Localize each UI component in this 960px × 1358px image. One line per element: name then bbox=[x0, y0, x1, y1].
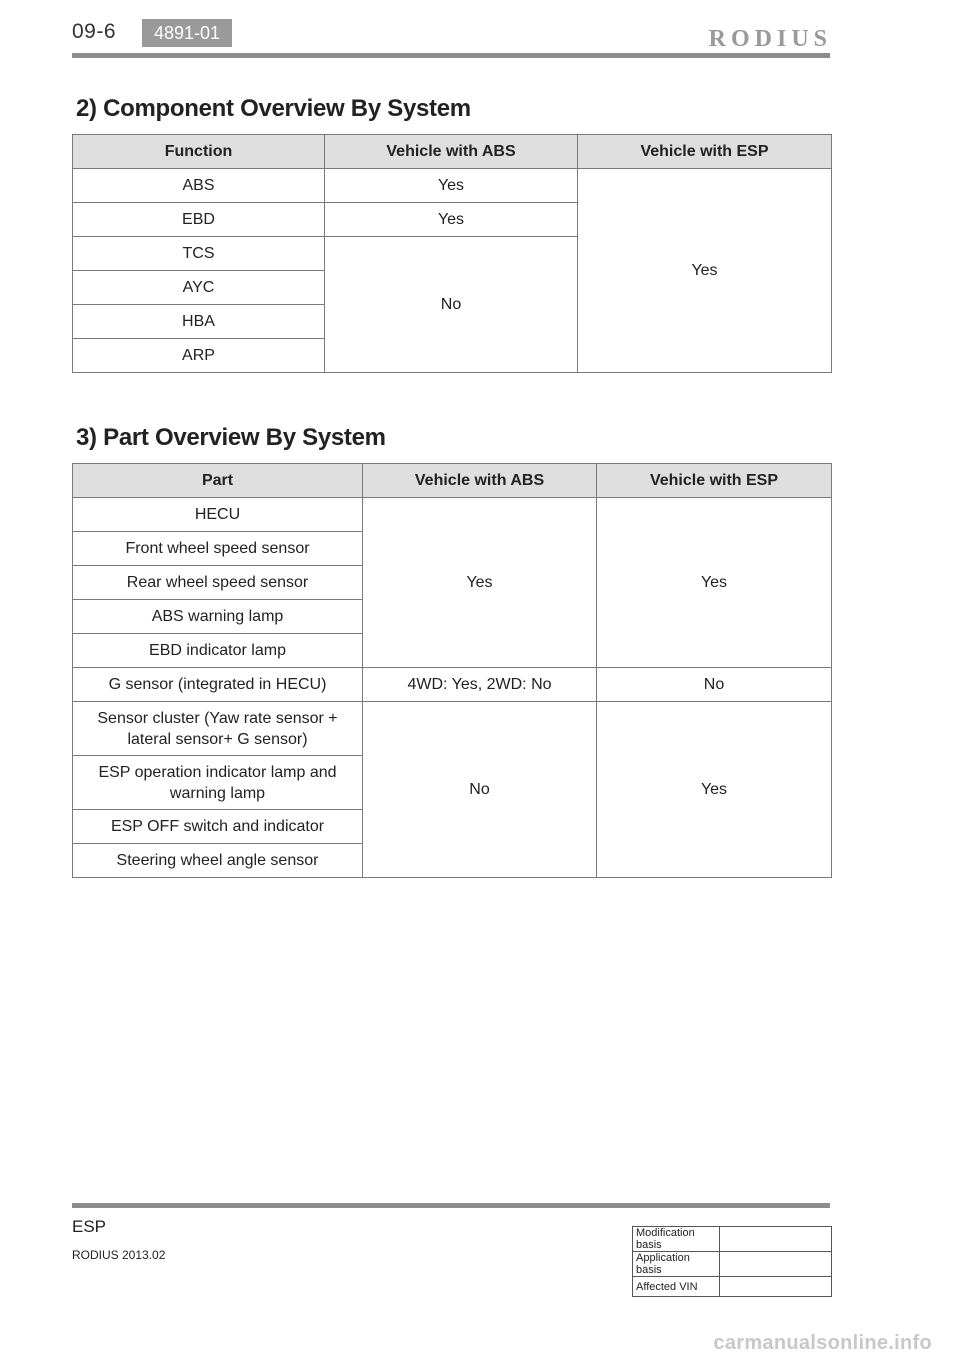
part-cell: Sensor cluster (Yaw rate sensor + lateral sensor+ G sensor) bbox=[73, 702, 363, 756]
section-code-badge: 4891-01 bbox=[142, 19, 232, 47]
part-cell: HECU bbox=[73, 498, 363, 532]
modification-basis-label: Modification basis bbox=[633, 1227, 720, 1252]
function-cell: ABS bbox=[73, 169, 325, 203]
part-cell: Steering wheel angle sensor bbox=[73, 844, 363, 878]
application-basis-label: Application basis bbox=[633, 1252, 720, 1277]
header-vehicle-esp: Vehicle with ESP bbox=[578, 135, 832, 169]
header-vehicle-abs: Vehicle with ABS bbox=[363, 464, 597, 498]
part-cell: Front wheel speed sensor bbox=[73, 532, 363, 566]
footer-section-name: ESP bbox=[72, 1217, 107, 1236]
table-header-row bbox=[73, 464, 832, 498]
esp-cell: No bbox=[597, 668, 832, 702]
header-vehicle-esp: Vehicle with ESP bbox=[597, 464, 832, 498]
function-cell: ARP bbox=[73, 339, 325, 373]
table-header-row bbox=[73, 135, 832, 169]
modification-basis-value bbox=[720, 1227, 832, 1252]
affected-vin-label: Affected VIN bbox=[633, 1277, 720, 1297]
esp-cell: Yes bbox=[597, 498, 832, 668]
function-cell: TCS bbox=[73, 237, 325, 271]
part-cell: ESP OFF switch and indicator bbox=[73, 810, 363, 844]
part-cell: ESP operation indicator lamp and warning lamp bbox=[73, 756, 363, 810]
esp-cell: Yes bbox=[597, 702, 832, 878]
table-row bbox=[73, 498, 832, 532]
footer-model-date: RODIUS 2013.02 bbox=[72, 1248, 166, 1262]
watermark-text: carmanualsonline.info bbox=[713, 1332, 932, 1354]
brand-logo: RODIUS bbox=[708, 26, 832, 52]
part-cell: Rear wheel speed sensor bbox=[73, 566, 363, 600]
part-cell: G sensor (integrated in HECU) bbox=[73, 668, 363, 702]
part-cell: ABS warning lamp bbox=[73, 600, 363, 634]
page-number: 09-6 bbox=[72, 20, 117, 43]
abs-cell: Yes bbox=[325, 169, 578, 203]
abs-cell: 4WD: Yes, 2WD: No bbox=[363, 668, 597, 702]
table-row bbox=[73, 169, 832, 203]
abs-cell: No bbox=[363, 702, 597, 878]
table-row bbox=[633, 1227, 832, 1252]
affected-vin-value bbox=[720, 1277, 832, 1297]
header-part: Part bbox=[73, 464, 363, 498]
header-divider bbox=[72, 53, 830, 58]
abs-cell: Yes bbox=[363, 498, 597, 668]
table-row bbox=[633, 1277, 832, 1297]
component-overview-table bbox=[72, 134, 832, 373]
function-cell: HBA bbox=[73, 305, 325, 339]
component-overview-title: 2) Component Overview By System bbox=[76, 95, 471, 122]
function-cell: AYC bbox=[73, 271, 325, 305]
abs-cell: Yes bbox=[325, 203, 578, 237]
modification-box bbox=[632, 1226, 832, 1297]
header-vehicle-abs: Vehicle with ABS bbox=[325, 135, 578, 169]
part-overview-title: 3) Part Overview By System bbox=[76, 424, 386, 451]
footer-divider bbox=[72, 1203, 830, 1208]
function-cell: EBD bbox=[73, 203, 325, 237]
application-basis-value bbox=[720, 1252, 832, 1277]
table-row bbox=[633, 1252, 832, 1277]
table-row bbox=[73, 668, 832, 702]
part-cell: EBD indicator lamp bbox=[73, 634, 363, 668]
abs-cell: No bbox=[325, 237, 578, 373]
header-function: Function bbox=[73, 135, 325, 169]
part-overview-table bbox=[72, 463, 832, 878]
table-row bbox=[73, 702, 832, 756]
esp-cell: Yes bbox=[578, 169, 832, 373]
